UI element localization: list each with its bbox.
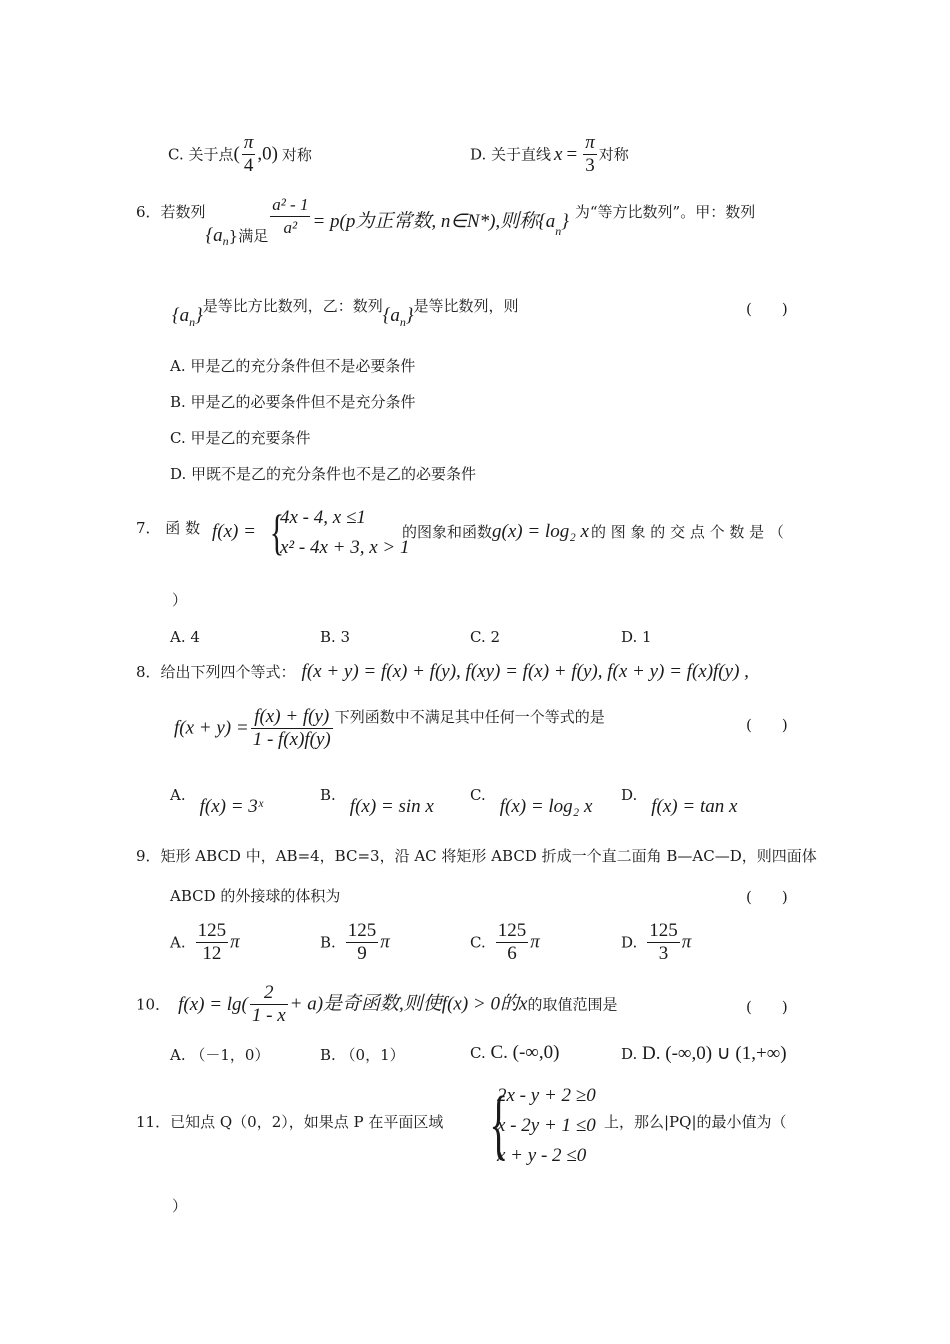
q6-fraction [270,194,310,239]
q9-c-label: C. [470,933,486,952]
q8-d-label: D. [621,786,638,804]
q7-option-b: B. 3 [320,628,351,646]
q9-d-den: 3 [658,943,669,964]
q8-a-expr: f(x) = 3ˣ [199,796,264,817]
q6-option-a: A. 甲是乙的充分条件但不是必要条件 [170,357,416,375]
q8-c-label: C. [470,786,486,804]
q6-line2-a: 是等比方比数列，乙：数列 [202,297,383,315]
q9-option-a [170,920,240,970]
q6-option-d: D. 甲既不是乙的充分条件也不是乙的必要条件 [170,465,477,483]
q5-d-eq: = [566,143,578,165]
q5-d-tail: 对称 [598,145,629,164]
q11-constraint-2: x - 2y + 1 ≤0 [497,1115,596,1136]
q6-option-c: C. 甲是乙的充要条件 [170,429,311,447]
q8-option-b [320,786,434,817]
q7-option-a: A. 4 [170,628,200,646]
q10-c-expr: C. (-∞,0) [490,1042,560,1063]
q9-a-den: 12 [202,943,222,964]
q7-tail: 的 图 象 的 交 点 个 数 是 （ [591,523,784,541]
q9-d-fraction [647,920,680,965]
q8-option-d [621,786,738,817]
q8-frac-den: 1 - f(x)f(y) [252,729,331,750]
q8-option-a [170,786,264,817]
q9-c-den: 6 [507,943,517,964]
q8-b-expr: f(x) = sin x [349,796,434,817]
q6-seq: $\{a_n\}$满足 [205,224,269,248]
q9-a-pi: π [230,931,240,953]
q8-line2 [174,706,605,756]
q6-number: 6．若数列 [136,203,206,221]
q9-c-num: 125 [497,920,527,941]
q9-a-label: A. [170,933,186,952]
q9-d-label: D. [621,933,638,952]
q7-gx: g(x) = log₂ x [492,521,589,542]
q9-b-num: 125 [347,920,377,941]
q6-cond-end: } [561,210,569,232]
q8-tail: 下列函数中不满足其中任何一个等式的是 [334,707,605,726]
q7-mid-text: 的图象和函数 [402,523,493,541]
q5-d-var: x [554,143,563,165]
q5-option-c-text: C. 关于点 [168,145,234,164]
q7-brace: { [269,504,285,560]
q5-option-c: C. 关于点( $\frac{\pi}{4}$ ,0) 对称 [168,132,312,176]
q9-option-d [621,920,691,970]
q11-number: 11．已知点 Q（0，2），如果点 P 在平面区域 [136,1113,444,1131]
q7-case2: x² - 4x + 3, x > 1 [280,537,410,558]
q9-d-num: 125 [649,920,678,941]
q10-frac-den: 1 - x [251,1005,286,1026]
q5-option-d-fraction [583,132,597,177]
q10-stem [136,982,617,1032]
q8-answer-bracket: ( ) [746,716,788,734]
q8-lhs: f(x + y) = [174,717,249,739]
q8-d-expr: f(x) = tan x [651,796,738,817]
q9-option-c [470,920,540,970]
q7-number: 7． 函 数 [136,519,201,537]
q10-option-a: A. （－1，0） [170,1046,270,1064]
q9-line2: ABCD 的外接球的体积为 [170,887,341,905]
q9-a-num: 125 [197,920,227,941]
q9-a-fraction [196,920,229,965]
q6-line2-b: 是等比数列，则 [413,297,519,315]
q9-b-pi: π [380,931,390,953]
q7-option-c: C. 2 [470,628,501,646]
q6-frac-num: a² - 1 [270,194,310,217]
q9-b-label: B. [320,933,336,952]
q9-answer-bracket: ( ) [746,888,788,906]
q5-c-rest: ,0) [257,143,278,165]
q10-answer-bracket: ( ) [746,998,788,1016]
q11-tail: 上，那么|PQ|的最小值为（ [604,1113,787,1131]
q5-d-den: 3 [585,155,595,176]
q11-brace: { [489,1080,509,1167]
q8-frac-num: f(x) + f(y) [251,706,333,729]
q8-number: 8．给出下列四个等式： [136,663,296,681]
q10-rest: + a)是奇函数,则使f(x) > 0的x [289,993,528,1015]
q9-d-pi: π [681,931,692,953]
q8-stem [136,662,749,682]
q5-c-tail: 对称 [281,145,312,164]
q6-stem: 6．若数列$\{a_n\}$满足 $\frac{\text{a² - 1}}{\text{a²}}$ = p(p为正常数, n∈N*),则称$\{a_n\}$ 为“等方比数列”。甲：数列 [136,196,755,252]
q6-option-b: B. 甲是乙的必要条件但不是充分条件 [170,393,416,411]
q9-b-fraction [346,920,379,965]
q10-frac-num: 2 [250,982,288,1005]
q8-equations: f(x + y) = f(x) + f(y), f(xy) = f(x) + f(y), f(x + y) = f(x)f(y) , [301,661,749,682]
q6-tail: 为“等方比数列”。甲：数列 [574,202,756,221]
q10-option-b: B. （0，1） [320,1046,405,1064]
q11-constraint-1: 2x - y + 2 ≥0 [497,1085,596,1106]
q5-option-d [470,132,629,176]
q7-close: ） [172,591,188,609]
q6-mid: }满足 [228,226,269,245]
q5-option-d-text: D. 关于直线 [470,145,552,164]
q8-c-expr: f(x) = log₂ x [499,796,593,817]
q9-line1: 9．矩形 ABCD 中，AB=4，BC=3，沿 AC 将矩形 ABCD 折成一个直二面角 B—AC—D，则四面体 [136,847,817,865]
q9-b-den: 9 [357,943,367,964]
q9-option-b [320,920,390,970]
q8-option-c [470,786,593,817]
q7-case1: 4x - 4, x ≤1 [280,507,366,528]
q5-c-den: 4 [243,155,254,176]
q8-a-label: A. [170,786,186,804]
q10-d-expr: D. (-∞,0) ∪ (1,+∞) [642,1043,787,1064]
q10-number: 10． [136,995,171,1014]
q11-close: ） [172,1197,188,1215]
q5-option-c-fraction [242,132,256,177]
q8-b-label: B. [320,786,336,804]
q11-constraint-3: x + y - 2 ≤0 [497,1145,587,1166]
q5-c-num: π [243,132,254,153]
q10-option-c: C. C. (-∞,0) [470,1042,560,1063]
q9-c-pi: π [530,931,540,953]
q7-mid [402,522,784,542]
q6-frac-den: a² [283,218,298,237]
q6-line2: $\{a_n\}$是等比方比数列，乙：数列$\{a_n\}$是等比数列，则 [172,297,519,329]
q10-fraction [250,982,288,1027]
q10-option-d: D. D. (-∞,0) ∪ (1,+∞) [621,1043,787,1064]
q5-d-num: π [585,132,595,153]
q7-fx: f(x) = [212,521,256,542]
q9-c-fraction [496,920,529,965]
q10-tail: 的取值范围是 [527,995,618,1014]
q6-seq-a: {a [205,224,223,246]
q7-option-d: D. 1 [621,628,652,646]
q6-answer-bracket: ( ) [746,300,788,318]
q10-lhs: f(x) = lg( [178,993,248,1015]
q6-condition: = p(p为正常数, n∈N*),则称{a [312,210,556,232]
q8-fraction [251,706,333,751]
